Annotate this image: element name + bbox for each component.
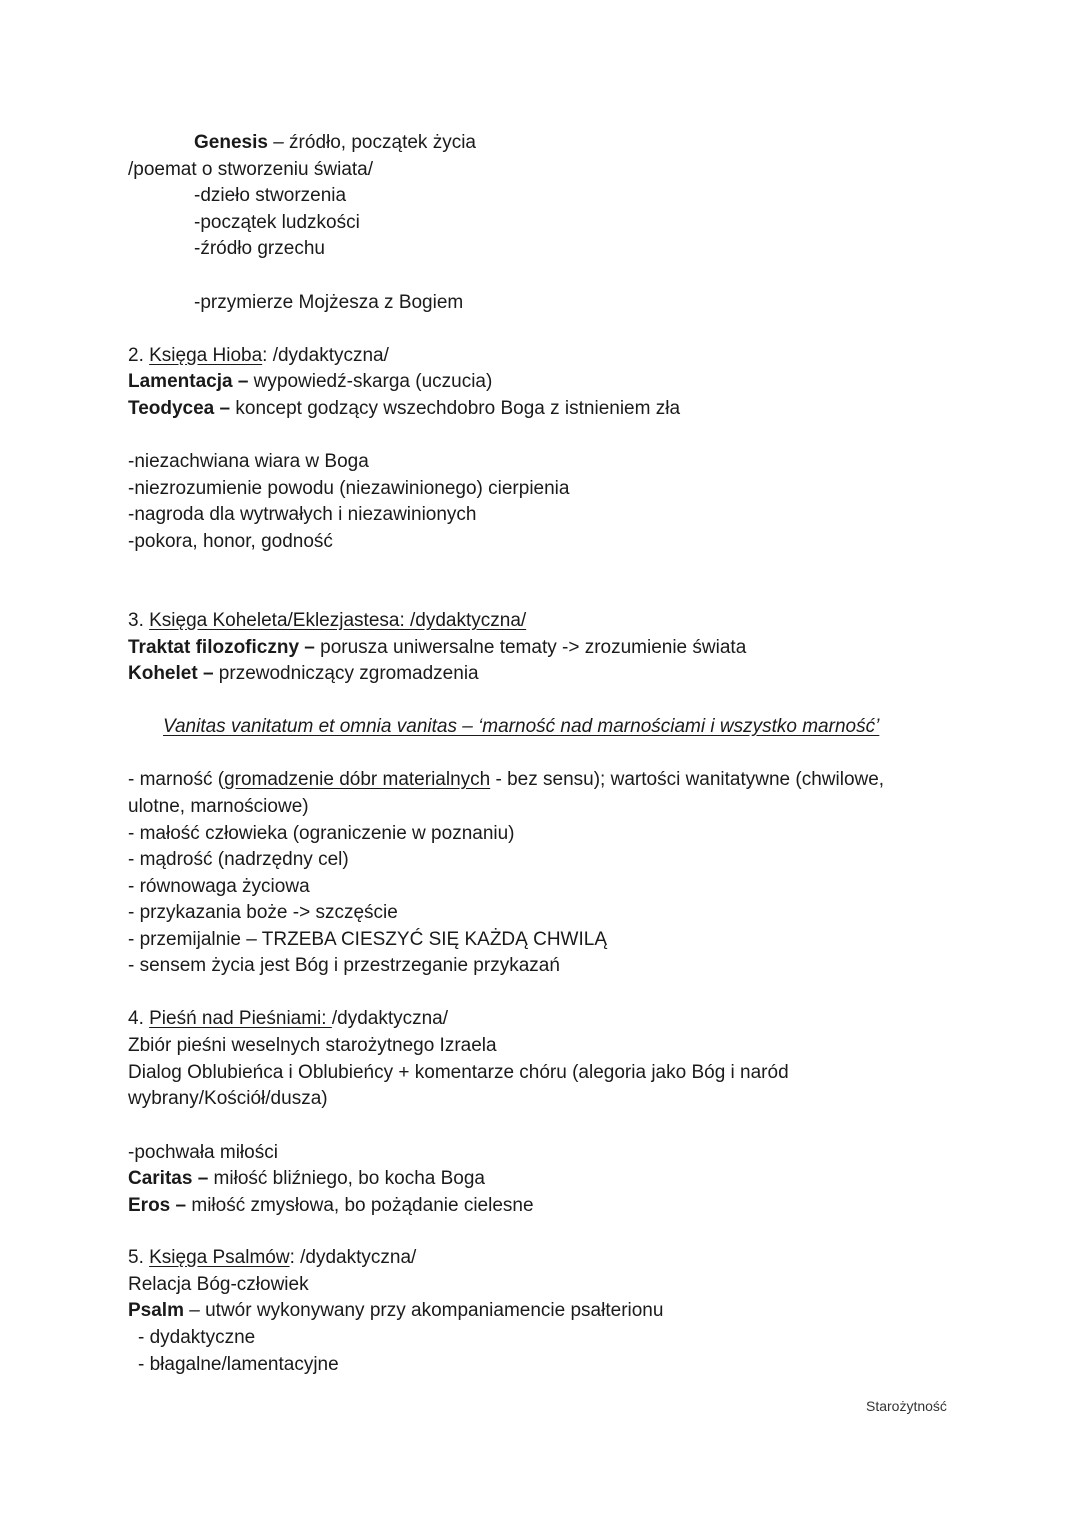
piesn-term [128, 1193, 534, 1219]
piesn-title: Pieśń nad Pieśniami: [149, 1008, 332, 1029]
psalmy-item: - dydaktyczne [138, 1327, 256, 1348]
kohelet-title: Księga Koheleta/Eklezjastesa: /dydaktyczna/ [149, 610, 527, 631]
term-label: Caritas – [128, 1168, 209, 1189]
kohelet-item: - równowaga życiowa [128, 876, 310, 897]
piesn-term [128, 1166, 485, 1192]
term-label: Eros – [128, 1195, 187, 1216]
hiob-item: -pokora, honor, godność [128, 531, 333, 552]
term-label: Lamentacja – [128, 371, 249, 392]
psalmy-title: Księga Psalmów [149, 1247, 290, 1268]
term-label: Psalm [128, 1300, 184, 1321]
hiob-item: -niezachwiana wiara w Boga [128, 451, 369, 472]
term-label: Kohelet – [128, 663, 214, 684]
genesis-item: -dzieło stworzenia [194, 185, 347, 206]
genesis-item: -źródło grzechu [194, 238, 325, 259]
term-definition: koncept godzący wszechdobro Boga z istnieniem zła [230, 398, 681, 419]
genesis-term: Genesis [194, 132, 268, 153]
kohelet-term [128, 635, 746, 661]
term-definition: miłość bliźniego, bo kocha Boga [208, 1168, 485, 1189]
genesis-heading [194, 130, 476, 156]
psalmy-line: Relacja Bóg-człowiek [128, 1274, 309, 1295]
term-label: Teodycea – [128, 398, 231, 419]
hiob-title: Księga Hioba [149, 345, 263, 366]
vanitas-quote: Vanitas vanitatum et omnia vanitas – ‘marność nad marnościami i wszystko marność’ [163, 716, 880, 737]
term-definition: przewodniczący zgromadzenia [213, 663, 479, 684]
psalmy-rest: : /dydaktyczna/ [289, 1247, 417, 1268]
hiob-item: -nagroda dla wytrwałych i niezawinionych [128, 504, 477, 525]
hiob-term [128, 369, 492, 395]
kohelet-item: - przykazania boże -> szczęście [128, 902, 398, 923]
kohelet-item: - mądrość (nadrzędny cel) [128, 849, 349, 870]
hiob-item: -niezrozumienie powodu (niezawinionego) cierpienia [128, 478, 570, 499]
genesis-subtitle: /poemat o stworzeniu świata/ [128, 159, 374, 180]
hiob-rest: : /dydaktyczna/ [262, 345, 389, 366]
piesn-rest: /dydaktyczna/ [331, 1008, 449, 1029]
piesn-num: 4. [128, 1008, 150, 1029]
psalmy-item: - błagalne/lamentacyjne [138, 1354, 339, 1375]
kohelet-item: - przemijalnie – TRZEBA CIESZYĆ SIĘ KAŻDĄ CHWILĄ [128, 929, 607, 950]
hiob-term [128, 396, 680, 422]
kohelet-heading [128, 608, 526, 634]
kohelet-num: 3. [128, 610, 150, 631]
psalmy-num: 5. [128, 1247, 150, 1268]
piesn-line: wybrany/Kościół/dusza) [128, 1088, 328, 1109]
kohelet-item: - małość człowieka (ograniczenie w poznaniu) [128, 823, 515, 844]
kohelet-item-cont: ulotne, marnościowe) [128, 796, 309, 817]
piesn-heading [128, 1006, 448, 1032]
genesis-extra: -przymierze Mojżesza z Bogiem [194, 292, 464, 313]
hiob-num: 2. [128, 345, 150, 366]
item-underlined: gromadzenie dóbr materialnych [224, 769, 491, 790]
term-definition: – utwór wykonywany przy akompaniamencie psałterionu [183, 1300, 664, 1321]
genesis-item: -początek ludzkości [194, 212, 360, 233]
piesn-line: Dialog Oblubieńca i Oblubieńcy + komentarze chóru (alegoria jako Bóg i naród [128, 1062, 789, 1083]
term-definition: porusza uniwersalne tematy -> zrozumienie świata [314, 637, 747, 658]
psalmy-term [128, 1298, 663, 1324]
kohelet-item [128, 767, 884, 793]
piesn-line: Zbiór pieśni weselnych starożytnego Izraela [128, 1035, 497, 1056]
genesis-def: – źródło, początek życia [267, 132, 476, 153]
item-text: - marność ( [128, 769, 225, 790]
term-definition: miłość zmysłowa, bo pożądanie cielesne [186, 1195, 534, 1216]
kohelet-term [128, 661, 479, 687]
item-text: - bez sensu); wartości wanitatywne (chwilowe, [490, 769, 885, 790]
term-definition: wypowiedź-skarga (uczucia) [248, 371, 493, 392]
hiob-heading [128, 343, 389, 369]
kohelet-item: - sensem życia jest Bóg i przestrzeganie przykazań [128, 955, 560, 976]
page-footer: Starożytność [866, 1398, 947, 1414]
term-label: Traktat filozoficzny – [128, 637, 315, 658]
piesn-item: -pochwała miłości [128, 1142, 278, 1163]
psalmy-heading [128, 1245, 416, 1271]
